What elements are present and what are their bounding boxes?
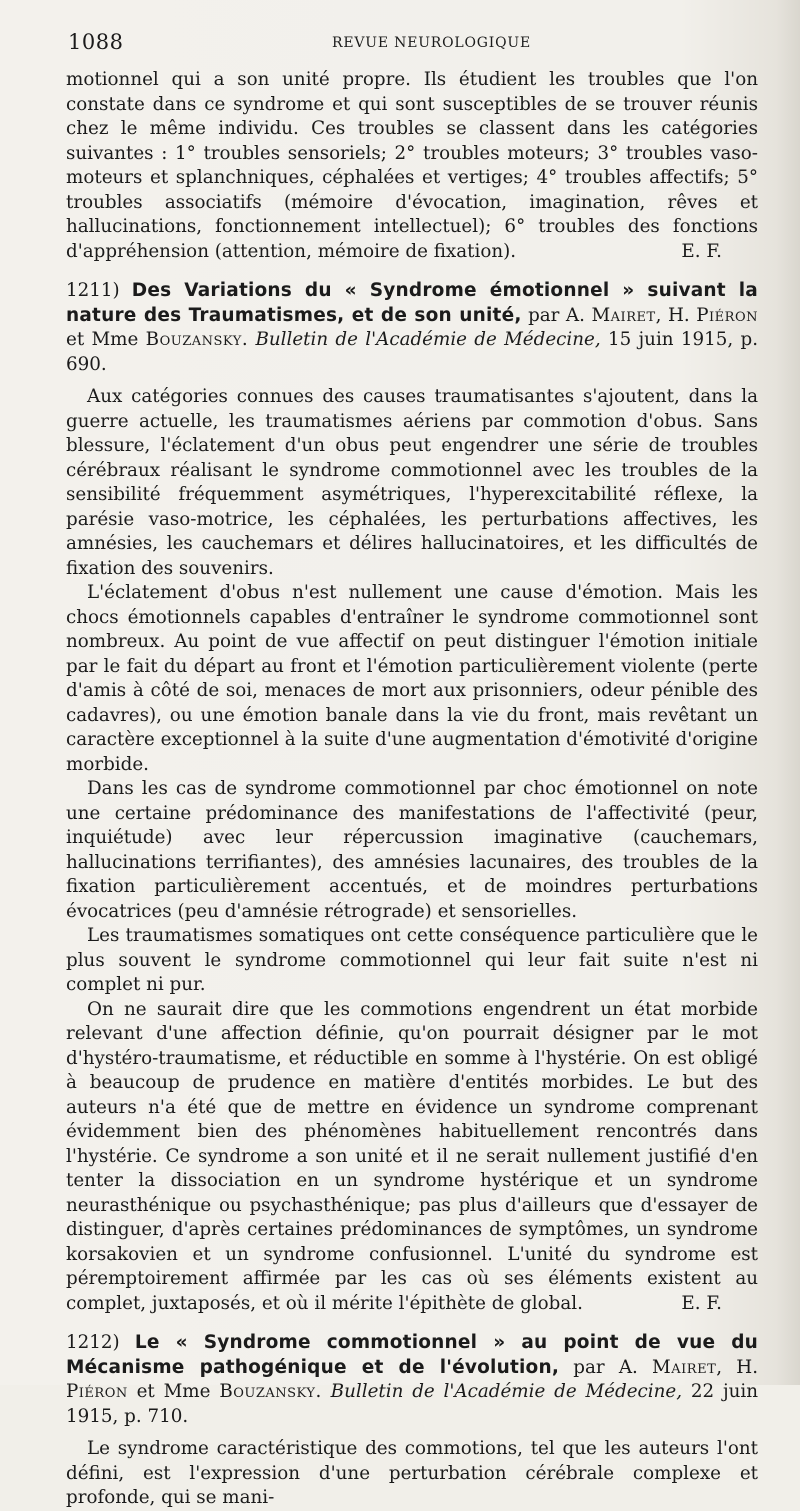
article-body [66,68,758,1511]
entry-1212-author-1: Mairet [652,1356,717,1378]
entry-1212-sep-2: et Mme [136,1381,211,1402]
entry-1211-signature: E. F. [681,1292,722,1314]
intro-text: motionnel qui a son unité propre. Ils étudient les troubles que l'on constate dans ce syndrome et qui sont susceptibles de se trouver réunis chez le même individu. Ces troubles se classent dans les catégories suivantes : 1° troubles sensoriels; 2° troubles moteurs; 3° troubles vaso-moteurs et splanchniques, céphalées et vertiges; 4° troubles affectifs; 5° troubles associatifs (mémoire d'évocation, imagination, rêves et hallucinations, fonctionnement intellectuel); 6° troubles des fonctions d'appréhension (attention, mémoire de fixation). [66,69,758,262]
entry-1212-journal: Bulletin de l'Académie de Médecine, [330,1381,683,1402]
entry-1211-paragraph: Dans les cas de syndrome commotionnel par choc émotionnel on note une certaine prédominance des manifestations de l'affectivité (peur, inquiétude) avec leur répercussion imaginative (cauchemars, hallucinations terrifiantes), des amnésies lacunaires, des troubles de la fixation particulièrement accentués, et de moindres perturbations évocatrices (peu d'amnésie rétrograde) et sensorielles. [66,778,758,922]
entry-1211-title: Des Variations du « Syndrome émotionnel » suivant la nature des Traumatismes, et de son unité, [66,280,758,326]
entry-1211-sep-2: et Mme [66,329,139,350]
entry-1211-paragraph-text: On ne saurait dire que les commotions engendrent un état morbide relevant d'une affection définie, qu'on pourrait désigner par le mot d'hystéro-traumatisme, et réductible en somme à l'hystérie. On est obligé à beaucoup de prudence en matière d'entités morbides. Le but des auteurs n'a été que de mettre en évidence un syndrome comprenant évidemment bien des phénomènes habituellement rencontrés dans l'hystérie. Ce syndrome a son unité et il ne serait nullement justifié d'en tenter la dissociation en un syndrome hystérique et un syndrome neurasthénique ou psychasthénique; pas plus d'ailleurs que d'essayer de distinguer, d'après certaines prédominances de symptômes, un syndrome korsakovien et un syndrome confusionnel. L'unité du syndrome est péremptoirement affirmée par les cas où ses éléments existent au complet, juxtaposés, et où il mérite l'épithète de global. [66,998,758,1314]
entry-1212-paragraph: Le syndrome caractéristique des commotions, tel que les auteurs l'ont défini, est l'expression d'une perturbation cérébrale complexe et profonde, qui se mani- [66,1438,758,1508]
entry-1211-number: 1211) [66,280,120,301]
running-title: REVUE NEUROLOGIQUE [332,35,532,51]
entry-1211-heading [66,279,758,377]
page-number: 1088 [68,30,124,54]
entry-1212-author-3: Bouzansky. [219,1381,322,1402]
entry-1211-author-1: Mairet [591,304,656,326]
entry-1212-title: Le « Syndrome commotionnel » au point de vue du Mécanisme pathogénique et de l'évolution, [66,1332,759,1378]
entry-1211-sep-1: , H. [655,304,690,326]
intro-signature: E. F. [681,240,722,262]
entry-1211-paragraph: Aux catégories connues des causes traumatisantes s'ajoutent, dans la guerre actuelle, les traumatismes aériens par commotion d'obus. Sans blessure, l'éclatement d'un obus peut engendrer une série de troubles cérébraux réalisant le syndrome commotionnel avec les troubles de la sensibilité fréquemment asymétriques, l'hyperexcitabilité réflexe, la parésie vaso-motrice, les céphalées, les perturbations affectives, les amnésies, les cauchemars et délires hallucinatoires, et les difficultés de fixation des souvenirs. [66,386,758,579]
entry-1211-paragraph: L'éclatement d'obus n'est nullement une cause d'émotion. Mais les chocs émotionnels capables d'entraîner le syndrome commotionnel sont nombreux. Au point de vue affectif on peut distinguer l'émotion initiale par le fait du départ au front et l'émotion particulièrement violente (perte d'amis à côté de soi, menaces de mort aux prisonniers, odeur pénible des cadavres), ou une émotion banale dans la vie du front, mais revêtant un caractère exceptionnel à la suite d'une augmentation d'émotivité d'origine morbide. [66,582,758,775]
entry-1212-author-2: Piéron [66,1381,128,1402]
entry-1212-number: 1212) [66,1332,120,1353]
page-header [0,30,800,60]
entry-1212-reference: 22 juin 1915, p. 710. [66,1381,759,1427]
entry-1211-paragraph: Les traumatismes somatiques ont cette conséquence particulière que le plus souvent le syndrome commotionnel qui leur fait suite n'est ni complet ni pur. [66,925,758,995]
entry-1212-sep-1: , H. [716,1356,759,1378]
entry-1211-author-2: Piéron [696,304,758,326]
intro-paragraph [66,68,758,264]
entry-1212-heading [66,1331,758,1429]
entry-1211-reference: 15 juin 1915, p. 690. [66,329,759,375]
entry-1211-by: par A. [528,304,585,326]
entry-1211-author-3: Bouzansky. [145,329,249,350]
entry-1212-by: par A. [573,1356,638,1378]
entry-1211-journal: Bulletin de l'Académie de Médecine, [255,329,601,350]
entry-1211-paragraph-last [66,998,758,1317]
